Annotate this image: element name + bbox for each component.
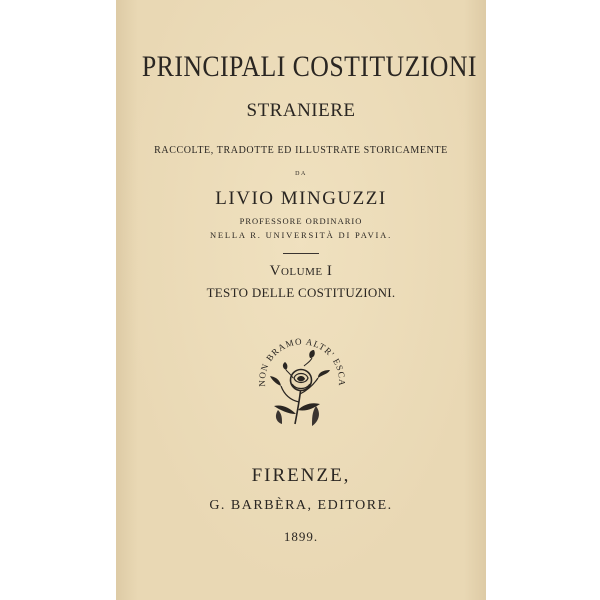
rose-emblem-icon [248, 328, 354, 432]
title-page [116, 0, 486, 600]
book-description: RACCOLTE, TRADOTTE ED ILLUSTRATE STORICAMENTE [154, 145, 448, 156]
publication-year: 1899. [283, 529, 319, 544]
volume-title: TESTO DELLE COSTITUZIONI. [206, 285, 396, 300]
author-title-2: NELLA R. UNIVERSITÀ DI PAVIA. [209, 230, 393, 240]
author-title-1: PROFESSORE ORDINARIO [239, 216, 363, 226]
publication-city: FIRENZE, [251, 465, 351, 486]
author-name: LIVIO MINGUZZI [215, 188, 387, 209]
divider-rule [283, 253, 319, 254]
by-label: DA [295, 171, 307, 177]
book-title: PRINCIPALI COSTITUZIONI [141, 50, 477, 83]
publisher-name: G. BARBÈRA, EDITORE. [209, 498, 393, 513]
volume-label: Volume I [269, 263, 333, 279]
emblem-motto: NON BRAMO ALTR' ESCA [256, 336, 348, 387]
book-subtitle: STRANIERE [246, 100, 356, 121]
